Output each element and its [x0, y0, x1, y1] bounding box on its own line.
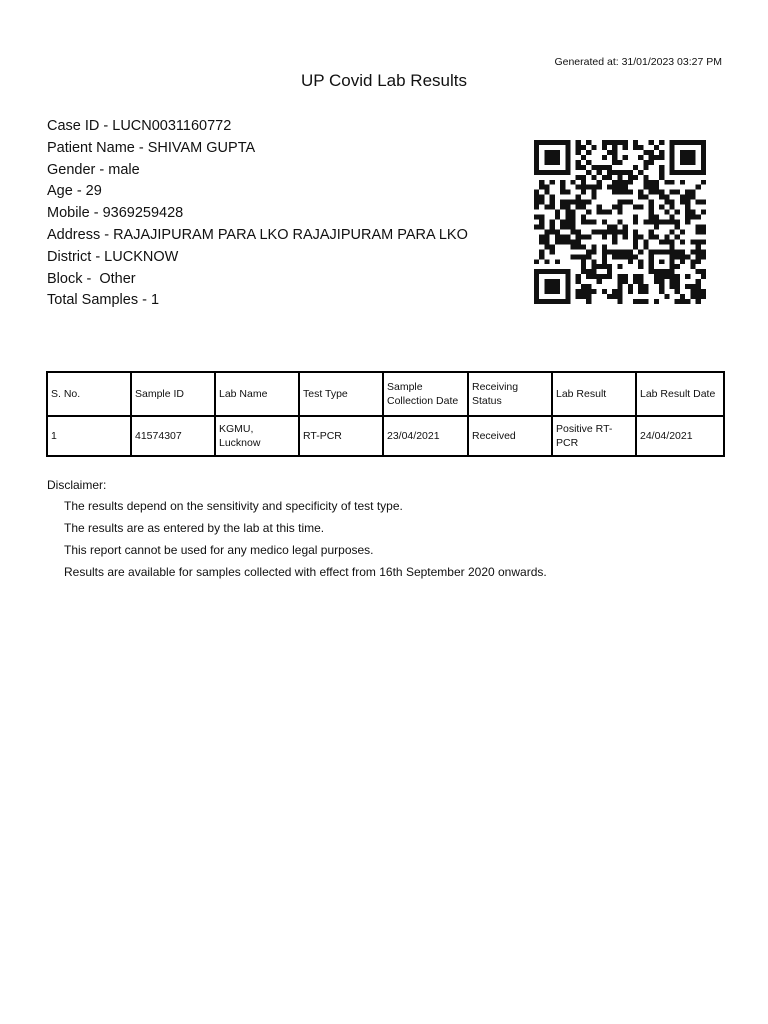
mobile: Mobile - 9369259428 — [47, 205, 184, 222]
disclaimer-line: This report cannot be used for any medico legal purposes. — [64, 543, 374, 557]
table-cell-collection-date: 23/04/2021 — [383, 416, 468, 456]
table-row — [47, 416, 724, 456]
address: Address - RAJAJIPURAM PARA LKO RAJAJIPURAM PARA LKO — [47, 226, 468, 243]
disclaimer — [47, 478, 547, 587]
disclaimer-line: Results are available for samples collected with effect from 16th September 2020 onwards. — [64, 565, 547, 579]
disclaimer-line: The results are as entered by the lab at this time. — [64, 521, 325, 535]
results-table — [46, 371, 725, 457]
column-header: Sample ID — [131, 372, 215, 416]
column-header: Lab Result Date — [636, 372, 724, 416]
table-cell-lab-name: KGMU, Lucknow — [215, 416, 299, 456]
column-header: Test Type — [299, 372, 383, 416]
disclaimer-title: Disclaimer: — [47, 478, 107, 492]
column-header: Receiving Status — [468, 372, 552, 416]
patient-details — [47, 116, 477, 312]
district: District - LUCKNOW — [47, 248, 179, 265]
generated-timestamp: Generated at: 31/01/2023 03:27 PM — [554, 56, 722, 68]
column-header: Lab Name — [215, 372, 299, 416]
column-header: Lab Result — [552, 372, 636, 416]
table-cell-receiving-status: Received — [468, 416, 552, 456]
total-samples: Total Samples - 1 — [47, 292, 160, 309]
column-header: S. No. — [47, 372, 131, 416]
table-cell-sno: 1 — [47, 416, 131, 456]
page-title: UP Covid Lab Results — [301, 71, 467, 90]
disclaimer-line: The results depend on the sensitivity and specificity of test type. — [64, 499, 403, 513]
gender: Gender - male — [47, 161, 140, 178]
table-cell-result-date: 24/04/2021 — [636, 416, 724, 456]
age: Age - 29 — [47, 183, 102, 200]
case-id: Case ID - LUCN0031160772 — [47, 118, 232, 134]
block: Block - Other — [47, 270, 136, 287]
patient-name: Patient Name - SHIVAM GUPTA — [47, 139, 256, 156]
qr-code-icon — [534, 140, 706, 304]
table-cell-lab-result: Positive RT-PCR — [552, 416, 636, 456]
table-cell-test-type: RT-PCR — [299, 416, 383, 456]
column-header: Sample Collection Date — [383, 372, 468, 416]
table-header-row — [47, 372, 724, 416]
table-cell-sample-id: 41574307 — [131, 416, 215, 456]
